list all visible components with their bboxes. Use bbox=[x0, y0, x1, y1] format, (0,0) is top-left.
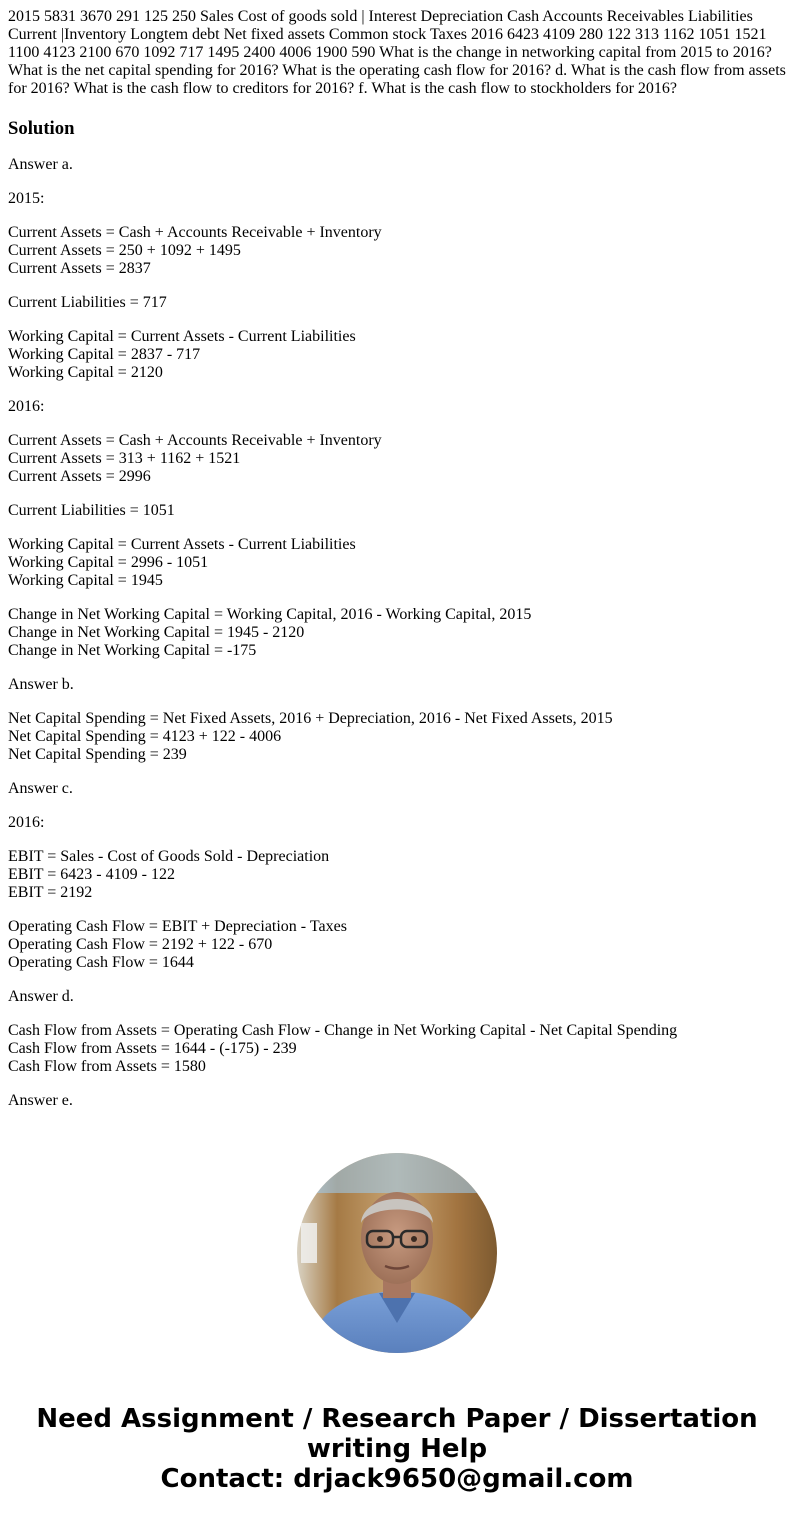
solution-paragraph bbox=[8, 224, 786, 278]
solution-paragraph bbox=[8, 988, 786, 1006]
solution-line: Working Capital = 2837 - 717 bbox=[8, 346, 201, 363]
solution-line: 2015: bbox=[8, 190, 45, 207]
solution-line: Net Capital Spending = Net Fixed Assets, 2016 + Depreciation, 2016 - Net Fixed Assets, 2015 bbox=[8, 710, 613, 727]
solution-line: Answer d. bbox=[8, 988, 74, 1005]
solution-line: Cash Flow from Assets = 1580 bbox=[8, 1058, 206, 1075]
solution-line: Current Liabilities = 717 bbox=[8, 294, 167, 311]
solution-line: 2016: bbox=[8, 814, 45, 831]
promo-line-1: Need Assignment / Research Paper / Dissertation bbox=[36, 1404, 758, 1434]
solution-line: Cash Flow from Assets = Operating Cash Flow - Change in Net Working Capital - Net Capital Spending bbox=[8, 1022, 678, 1039]
solution-heading: Solution bbox=[8, 118, 75, 139]
solution-paragraph bbox=[8, 606, 786, 660]
solution-line: Net Capital Spending = 239 bbox=[8, 746, 187, 763]
solution-line: Net Capital Spending = 4123 + 122 - 4006 bbox=[8, 728, 282, 745]
solution-line: EBIT = Sales - Cost of Goods Sold - Depreciation bbox=[8, 848, 330, 865]
promo-banner bbox=[0, 1404, 794, 1494]
solution-paragraph bbox=[8, 676, 786, 694]
solution-line: Current Assets = 313 + 1162 + 1521 bbox=[8, 450, 241, 467]
question-text: 2015 5831 3670 291 125 250 Sales Cost of goods sold | Interest Depreciation Cash Accounts Receivables Liabilities Current |Inventory Longtem debt Net fixed assets Common stock Taxes 2016 6423 4109 280 122 313 1162 1051 1521 1100 4123 2100 670 1092 717 1495 2400 4006 1900 590 What is the change in networking capital from 2015 to 2016? What is the net capital spending for 2016? What is the operating cash flow for 2016? d. What is the cash flow from assets for 2016? What is the cash flow to creditors for 2016? f. What is the cash flow to stockholders for 2016? bbox=[8, 8, 786, 97]
solution-paragraph bbox=[8, 432, 786, 486]
solution-line: Current Assets = 250 + 1092 + 1495 bbox=[8, 242, 241, 259]
solution-line: Change in Net Working Capital = -175 bbox=[8, 642, 257, 659]
solution-paragraph bbox=[8, 848, 786, 902]
solution-line: Answer c. bbox=[8, 780, 73, 797]
solution-line: Working Capital = Current Assets - Current Liabilities bbox=[8, 328, 356, 345]
solution-line: Change in Net Working Capital = 1945 - 2120 bbox=[8, 624, 305, 641]
solution-paragraph bbox=[8, 1092, 786, 1110]
solution-paragraph bbox=[8, 814, 786, 832]
solution-line: Working Capital = Current Assets - Current Liabilities bbox=[8, 536, 356, 553]
solution-paragraph bbox=[8, 190, 786, 208]
solution-line: Cash Flow from Assets = 1644 - (-175) - 239 bbox=[8, 1040, 297, 1057]
promo-contact: Contact: drjack9650@gmail.com bbox=[160, 1464, 634, 1494]
solution-line: EBIT = 2192 bbox=[8, 884, 93, 901]
solution-line: Operating Cash Flow = EBIT + Depreciation - Taxes bbox=[8, 918, 347, 935]
solution-line: Change in Net Working Capital = Working Capital, 2016 - Working Capital, 2015 bbox=[8, 606, 532, 623]
solution-paragraph bbox=[8, 780, 786, 798]
solution-line: Current Assets = 2837 bbox=[8, 260, 151, 277]
solution-line: Answer e. bbox=[8, 1092, 73, 1109]
author-avatar bbox=[297, 1153, 497, 1353]
solution-line: Current Assets = 2996 bbox=[8, 468, 151, 485]
solution-paragraph bbox=[8, 918, 786, 972]
solution-paragraph bbox=[8, 1022, 786, 1076]
solution-line: EBIT = 6423 - 4109 - 122 bbox=[8, 866, 175, 883]
solution-paragraph bbox=[8, 328, 786, 382]
solution-line: Working Capital = 2120 bbox=[8, 364, 163, 381]
solution-line: 2016: bbox=[8, 398, 45, 415]
solution-body bbox=[8, 156, 786, 1110]
promo-line-2: writing Help bbox=[306, 1434, 488, 1464]
solution-line: Answer b. bbox=[8, 676, 74, 693]
solution-paragraph bbox=[8, 294, 786, 312]
solution-line: Current Liabilities = 1051 bbox=[8, 502, 175, 519]
solution-paragraph bbox=[8, 536, 786, 590]
solution-paragraph bbox=[8, 710, 786, 764]
author-photo-icon bbox=[297, 1153, 497, 1353]
solution-line: Current Assets = Cash + Accounts Receivable + Inventory bbox=[8, 224, 382, 241]
solution-line: Answer a. bbox=[8, 156, 73, 173]
solution-paragraph bbox=[8, 156, 786, 174]
solution-line: Operating Cash Flow = 2192 + 122 - 670 bbox=[8, 936, 273, 953]
solution-line: Current Assets = Cash + Accounts Receivable + Inventory bbox=[8, 432, 382, 449]
solution-line: Operating Cash Flow = 1644 bbox=[8, 954, 194, 971]
solution-line: Working Capital = 1945 bbox=[8, 572, 163, 589]
solution-paragraph bbox=[8, 398, 786, 416]
solution-paragraph bbox=[8, 502, 786, 520]
solution-line: Working Capital = 2996 - 1051 bbox=[8, 554, 209, 571]
